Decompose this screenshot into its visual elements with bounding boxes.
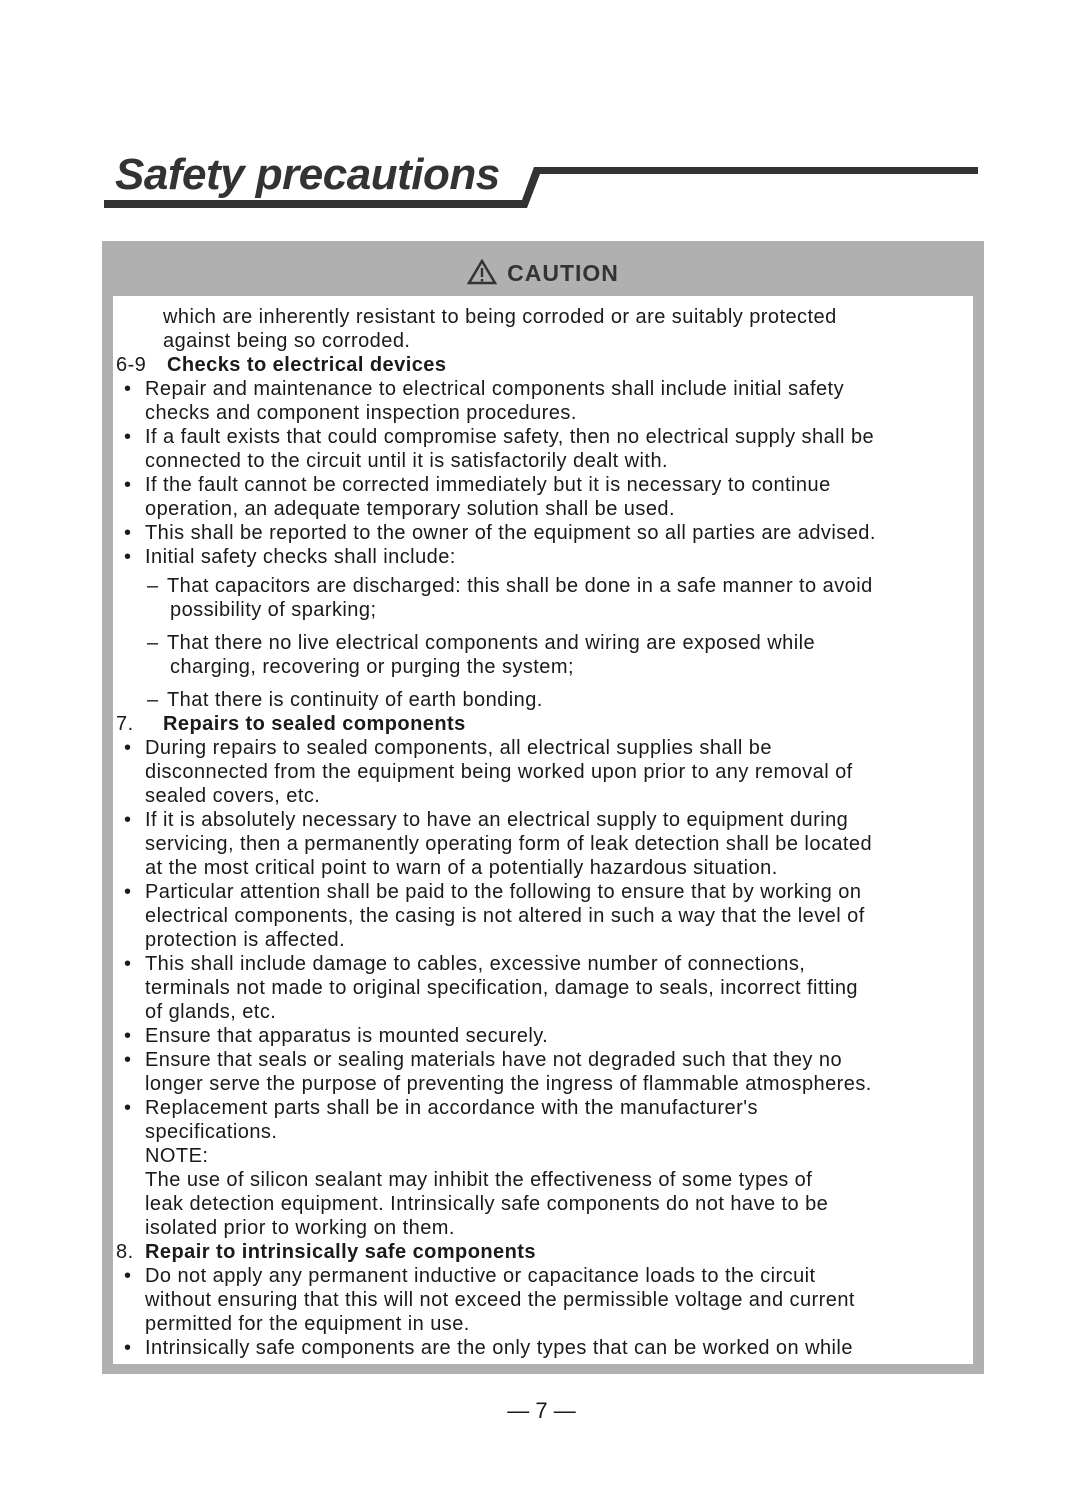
bullet-item: Ensure that apparatus is mounted securely.: [145, 1025, 549, 1047]
text-line: connected to the circuit until it is satisfactorily dealt with.: [145, 450, 669, 472]
text-line: electrical components, the casing is not altered in such a way that the level of: [145, 905, 865, 927]
text-line: permitted for the equipment in use.: [145, 1313, 470, 1335]
bullet-item: This shall include damage to cables, excessive number of connections,: [145, 953, 806, 975]
text-line: protection is affected.: [145, 929, 346, 951]
text-line: at the most critical point to warn of a potentially hazardous situation.: [145, 857, 778, 879]
bullet-item: Initial safety checks shall include:: [145, 546, 456, 568]
bullet-item: Do not apply any permanent inductive or capacitance loads to the circuit: [145, 1265, 816, 1287]
bullet-icon: •: [124, 1049, 132, 1071]
bullet-item: During repairs to sealed components, all electrical supplies shall be: [145, 737, 772, 759]
dash-icon: –: [147, 575, 159, 597]
section-heading: Repair to intrinsically safe components: [145, 1241, 536, 1263]
caution-heading: [102, 259, 984, 287]
text-line: longer serve the purpose of preventing the ingress of flammable atmospheres.: [145, 1073, 872, 1095]
bullet-icon: •: [124, 474, 132, 496]
bullet-icon: •: [124, 737, 132, 759]
bullet-item: Ensure that seals or sealing materials have not degraded such that they no: [145, 1049, 843, 1071]
bullet-item: Particular attention shall be paid to the following to ensure that by working on: [145, 881, 862, 903]
section-heading: Repairs to sealed components: [163, 713, 466, 735]
dash-item: That there is continuity of earth bonding.: [167, 689, 543, 711]
caution-label: CAUTION: [507, 260, 619, 286]
bullet-item: If the fault cannot be corrected immediately but it is necessary to continue: [145, 474, 831, 496]
caution-content: [113, 296, 973, 1364]
section-number: 7.: [116, 713, 134, 735]
dash-icon: –: [147, 632, 159, 654]
text-line: checks and component inspection procedures.: [145, 402, 577, 424]
text-line: isolated prior to working on them.: [145, 1217, 455, 1239]
section-number: 8.: [116, 1241, 134, 1263]
text-line: against being so corroded.: [163, 330, 411, 352]
bullet-icon: •: [124, 546, 132, 568]
bullet-item: Intrinsically safe components are the only types that can be worked on while: [145, 1337, 853, 1359]
text-line: which are inherently resistant to being corroded or are suitably protected: [163, 306, 837, 328]
text-line: NOTE:: [145, 1145, 209, 1167]
text-line: specifications.: [145, 1121, 278, 1143]
bullet-item: If a fault exists that could compromise safety, then no electrical supply shall be: [145, 426, 875, 448]
bullet-icon: •: [124, 1337, 132, 1359]
bullet-item: Repair and maintenance to electrical components shall include initial safety: [145, 378, 845, 400]
page-title: Safety precautions: [115, 150, 500, 199]
bullet-item: This shall be reported to the owner of the equipment so all parties are advised.: [145, 522, 876, 544]
dash-icon: –: [147, 689, 159, 711]
text-line: The use of silicon sealant may inhibit the effectiveness of some types of: [145, 1169, 813, 1191]
text-line: sealed covers, etc.: [145, 785, 321, 807]
warning-triangle-icon: [467, 259, 497, 285]
title-underline: [0, 0, 1083, 220]
bullet-icon: •: [124, 1265, 132, 1287]
dash-item: That capacitors are discharged: this shall be done in a safe manner to avoid: [167, 575, 873, 597]
text-line: possibility of sparking;: [170, 599, 377, 621]
bullet-item: If it is absolutely necessary to have an electrical supply to equipment during: [145, 809, 849, 831]
bullet-icon: •: [124, 426, 132, 448]
text-line: operation, an adequate temporary solution shall be used.: [145, 498, 675, 520]
bullet-icon: •: [124, 1097, 132, 1119]
bullet-icon: •: [124, 1025, 132, 1047]
text-line: of glands, etc.: [145, 1001, 277, 1023]
dash-item: That there no live electrical components and wiring are exposed while: [167, 632, 816, 654]
bullet-icon: •: [124, 378, 132, 400]
caution-box: [102, 241, 984, 1374]
bullet-icon: •: [124, 881, 132, 903]
bullet-icon: •: [124, 809, 132, 831]
section-number: 6-9: [116, 354, 147, 376]
text-line: disconnected from the equipment being worked upon prior to any removal of: [145, 761, 853, 783]
text-line: servicing, then a permanently operating form of leak detection shall be located: [145, 833, 873, 855]
bullet-item: Replacement parts shall be in accordance with the manufacturer's: [145, 1097, 758, 1119]
text-line: charging, recovering or purging the system;: [170, 656, 574, 678]
bullet-icon: •: [124, 522, 132, 544]
section-heading: Checks to electrical devices: [167, 354, 447, 376]
text-line: leak detection equipment. Intrinsically safe components do not have to be: [145, 1193, 829, 1215]
text-line: without ensuring that this will not exceed the permissible voltage and current: [145, 1289, 855, 1311]
bullet-icon: •: [124, 953, 132, 975]
page-number: — 7 —: [507, 1398, 576, 1423]
text-line: terminals not made to original specification, damage to seals, incorrect fitting: [145, 977, 859, 999]
